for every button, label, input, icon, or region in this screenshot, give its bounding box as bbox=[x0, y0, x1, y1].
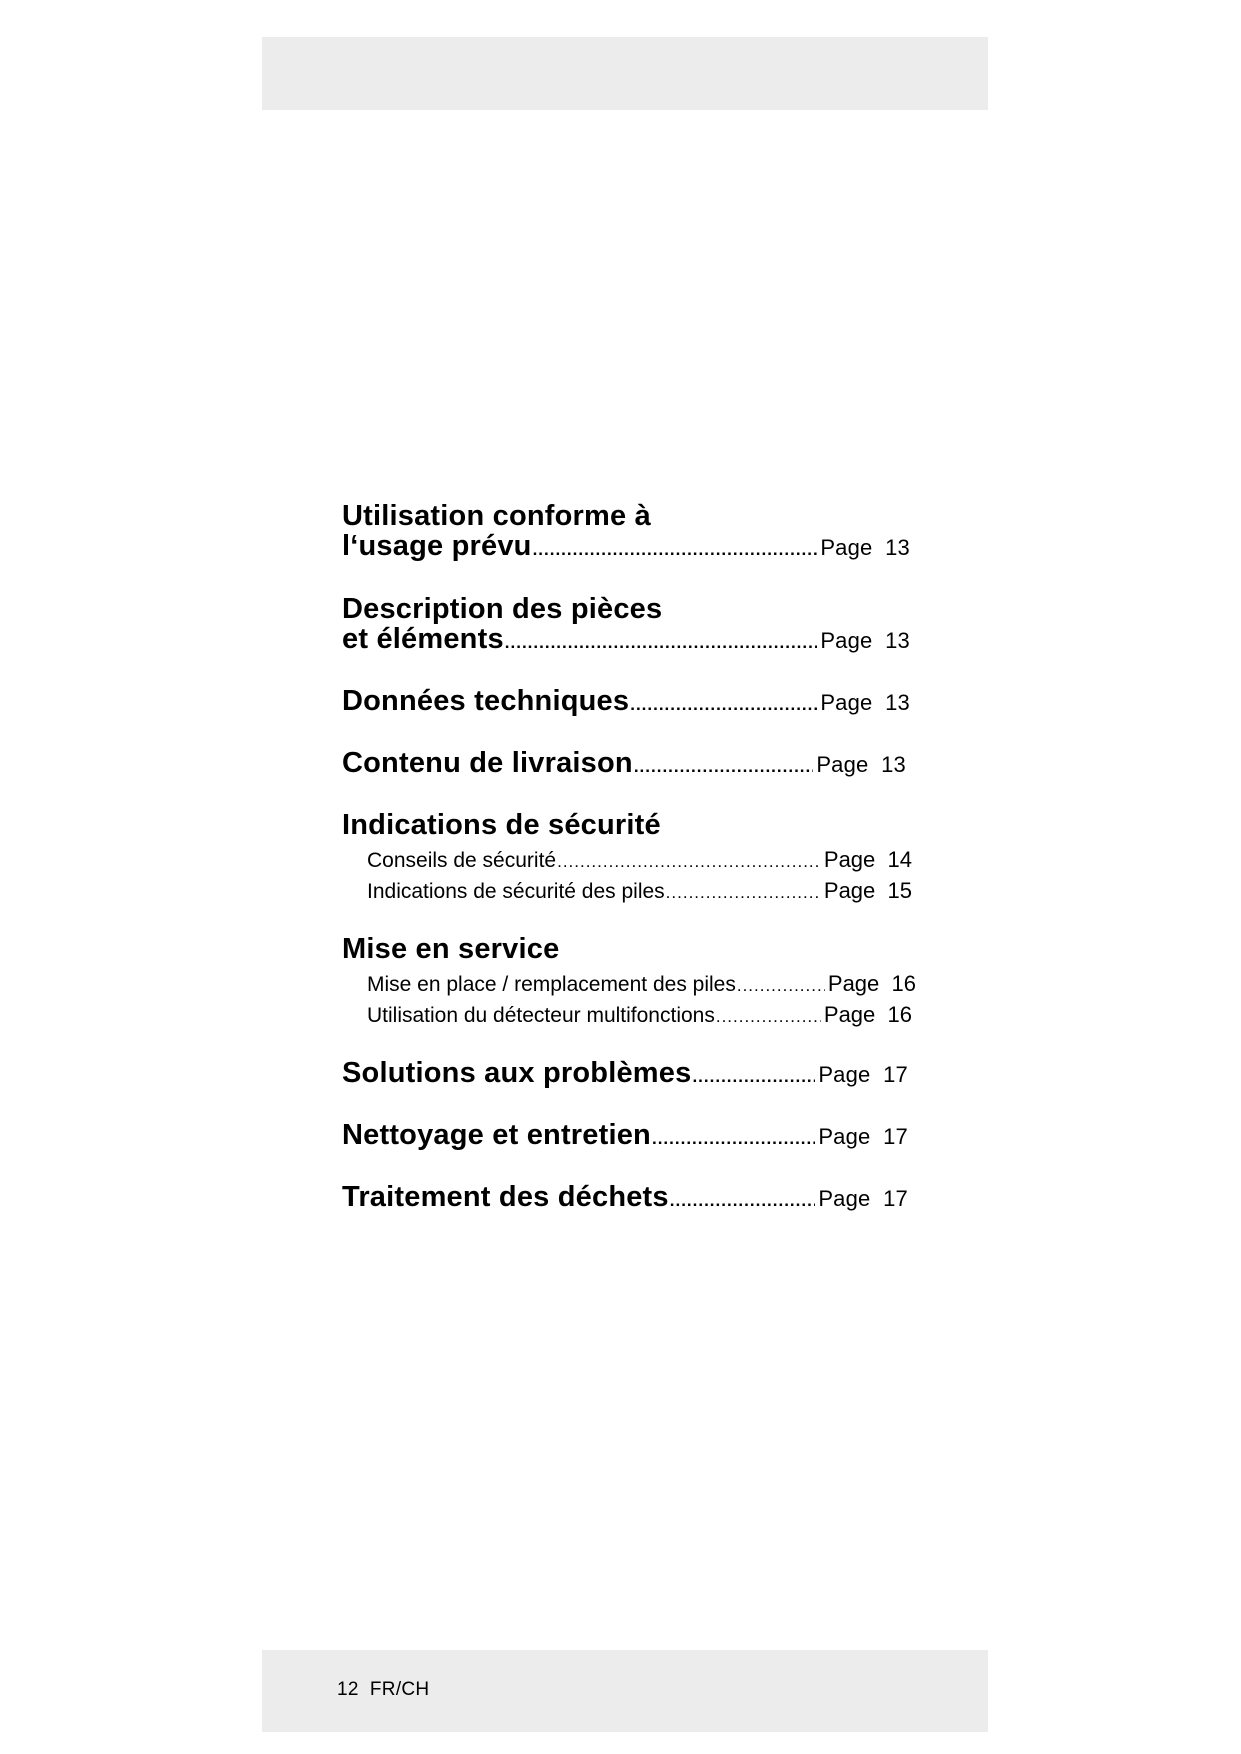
dot-leader bbox=[692, 1067, 815, 1087]
toc-heading: et éléments bbox=[342, 623, 504, 655]
header-band bbox=[262, 37, 988, 110]
toc-subentry[interactable] bbox=[367, 1002, 912, 1028]
toc-heading: Indications de sécurité bbox=[342, 809, 661, 841]
toc-subentry[interactable] bbox=[367, 847, 912, 873]
dot-leader bbox=[630, 695, 817, 715]
page-reference: Page 13 bbox=[820, 535, 910, 560]
toc-entry[interactable] bbox=[342, 530, 910, 563]
dot-leader bbox=[737, 976, 825, 996]
toc-heading-line bbox=[342, 500, 910, 533]
toc-subheading: Utilisation du détecteur multifonctions bbox=[367, 1004, 715, 1027]
page-reference: Page 13 bbox=[816, 752, 906, 777]
toc-subheading: Conseils de sécurité bbox=[367, 849, 557, 872]
toc-heading-line[interactable] bbox=[342, 809, 910, 842]
dot-leader bbox=[557, 852, 821, 872]
toc-heading: Nettoyage et entretien bbox=[342, 1119, 651, 1151]
page-reference: Page 14 bbox=[823, 847, 912, 872]
toc-entry[interactable] bbox=[342, 747, 906, 780]
toc-subentry[interactable] bbox=[367, 878, 912, 904]
toc-heading-line bbox=[342, 593, 910, 626]
toc-heading: Mise en service bbox=[342, 933, 560, 965]
page-reference: Page 15 bbox=[823, 878, 912, 903]
dot-leader bbox=[634, 757, 813, 777]
page-reference: Page 17 bbox=[818, 1186, 908, 1211]
toc-entry[interactable] bbox=[342, 1119, 908, 1152]
dot-leader bbox=[505, 633, 818, 653]
toc-heading: Utilisation conforme à bbox=[342, 500, 651, 532]
page-reference: Page 13 bbox=[820, 628, 910, 653]
dot-leader bbox=[670, 1191, 816, 1211]
page-reference: Page 16 bbox=[827, 971, 916, 996]
toc-entry[interactable] bbox=[342, 1057, 908, 1090]
page-footer bbox=[337, 1679, 429, 1701]
toc-heading: Contenu de livraison bbox=[342, 747, 633, 779]
toc-heading: Description des pièces bbox=[342, 593, 663, 625]
page-reference: Page 17 bbox=[818, 1062, 908, 1087]
dot-leader bbox=[666, 883, 821, 903]
dot-leader bbox=[652, 1129, 815, 1149]
page-reference: Page 13 bbox=[820, 690, 910, 715]
dot-leader bbox=[716, 1007, 821, 1027]
dot-leader bbox=[533, 540, 818, 560]
toc-entry[interactable] bbox=[342, 1181, 908, 1214]
toc-subheading: Mise en place / remplacement des piles bbox=[367, 973, 736, 996]
locale-label: FR/CH bbox=[369, 1679, 430, 1700]
page-number: 12 bbox=[337, 1679, 359, 1700]
toc-heading: Traitement des déchets bbox=[342, 1181, 669, 1213]
toc-heading-line[interactable] bbox=[342, 933, 910, 966]
toc-entry[interactable] bbox=[342, 685, 910, 718]
toc-entry[interactable] bbox=[342, 623, 910, 656]
toc-subentry[interactable] bbox=[367, 971, 916, 997]
page-reference: Page 16 bbox=[823, 1002, 912, 1027]
page-reference: Page 17 bbox=[818, 1124, 908, 1149]
toc-heading: Données techniques bbox=[342, 685, 630, 717]
toc-subheading: Indications de sécurité des piles bbox=[367, 880, 665, 903]
toc-heading: Solutions aux problèmes bbox=[342, 1057, 692, 1089]
toc-heading: l‘usage prévu bbox=[342, 530, 532, 562]
